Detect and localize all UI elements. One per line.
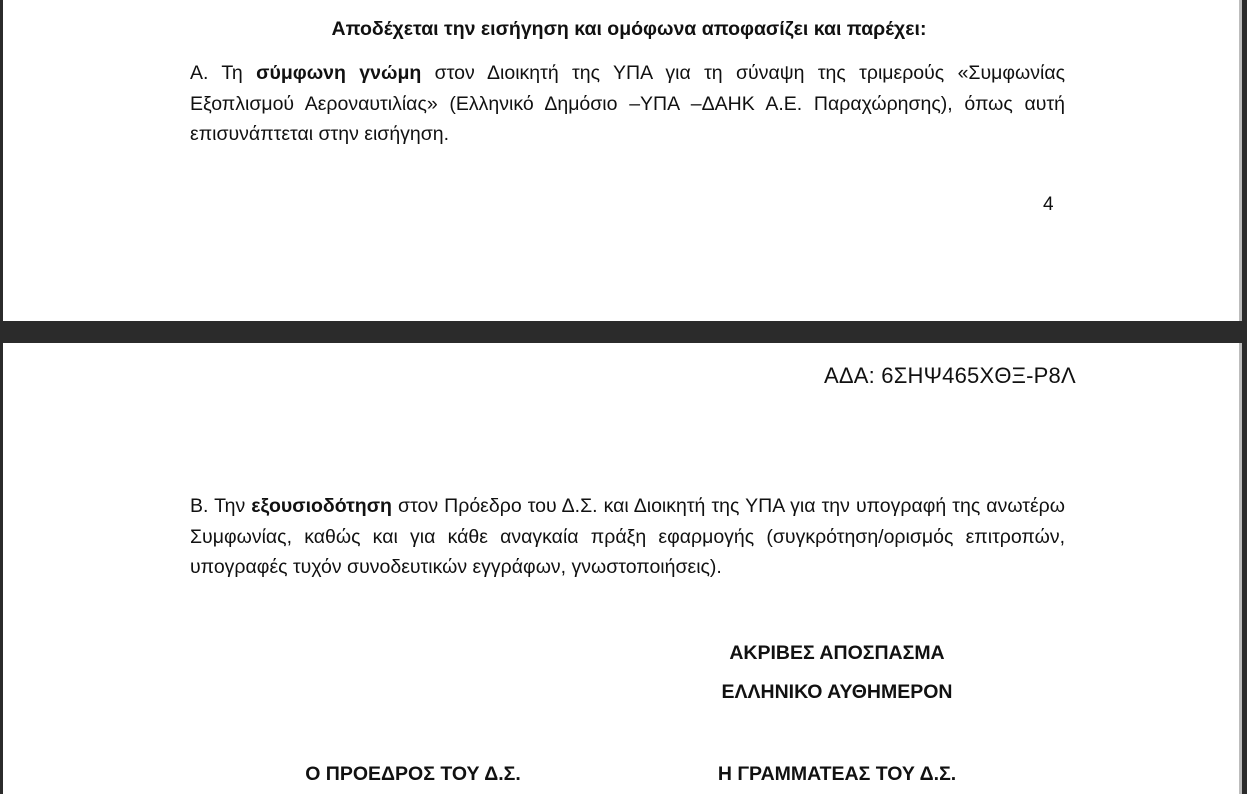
exact-copy-label: ΑΚΡΙΒΕΣ ΑΠΟΣΠΑΣΜΑ (729, 642, 945, 664)
document-page-4 (3, 0, 1242, 321)
page-number: 4 (1043, 194, 1054, 215)
chairman-signature-label: Ο ΠΡΟΕΔΡΟΣ ΤΟΥ Δ.Σ. (305, 763, 521, 785)
paragraph-a-bold: σύμφωνη γνώμη (256, 62, 422, 84)
paragraph-b-bold: εξουσιοδότηση (251, 495, 392, 517)
paragraph-a (190, 58, 1065, 150)
paragraph-a-prefix: Α. Τη (190, 62, 257, 84)
ada-code: ΑΔΑ: 6ΣΗΨ465ΧΘΞ-Ρ8Λ (824, 363, 1076, 388)
paragraph-b-prefix: Β. Την (190, 495, 252, 517)
page-edge-shadow (1239, 0, 1242, 321)
paragraph-b (190, 491, 1065, 583)
paragraph-a-text: στον Διοικητή της ΥΠΑ για τη σύναψη της τριμερούς «Συμφωνίας Εξοπλισμού Αεροναυτιλίας» (Ελληνικό Δημόσιο –ΥΠΑ –ΔΑΗΚ Α.Ε. Παραχώρησης), όπως αυτή επισυνάπτεται στην εισήγηση. (190, 62, 1065, 145)
resolution-heading: Αποδέχεται την εισήγηση και ομόφωνα αποφασίζει και παρέχει: (331, 18, 927, 40)
page-edge-shadow (1239, 343, 1242, 794)
secretary-signature-label: Η ΓΡΑΜΜΑΤΕΑΣ ΤΟΥ Δ.Σ. (717, 763, 957, 785)
paragraph-b-text: στον Πρόεδρο του Δ.Σ. και Διοικητή της ΥΠΑ για την υπογραφή της ανωτέρω Συμφωνίας, καθώς και για κάθε αναγκαία πράξη εφαρμογής (συγκρότηση/ορισμός επιτροπών, υπογραφές τυχόν συνοδευτικών εγγράφων, γνωστοποιήσεις). (190, 495, 1065, 578)
same-day-label: ΕΛΛΗΝΙΚΟ ΑΥΘΗΜΕΡΟΝ (721, 681, 953, 703)
document-page-5 (3, 343, 1242, 794)
